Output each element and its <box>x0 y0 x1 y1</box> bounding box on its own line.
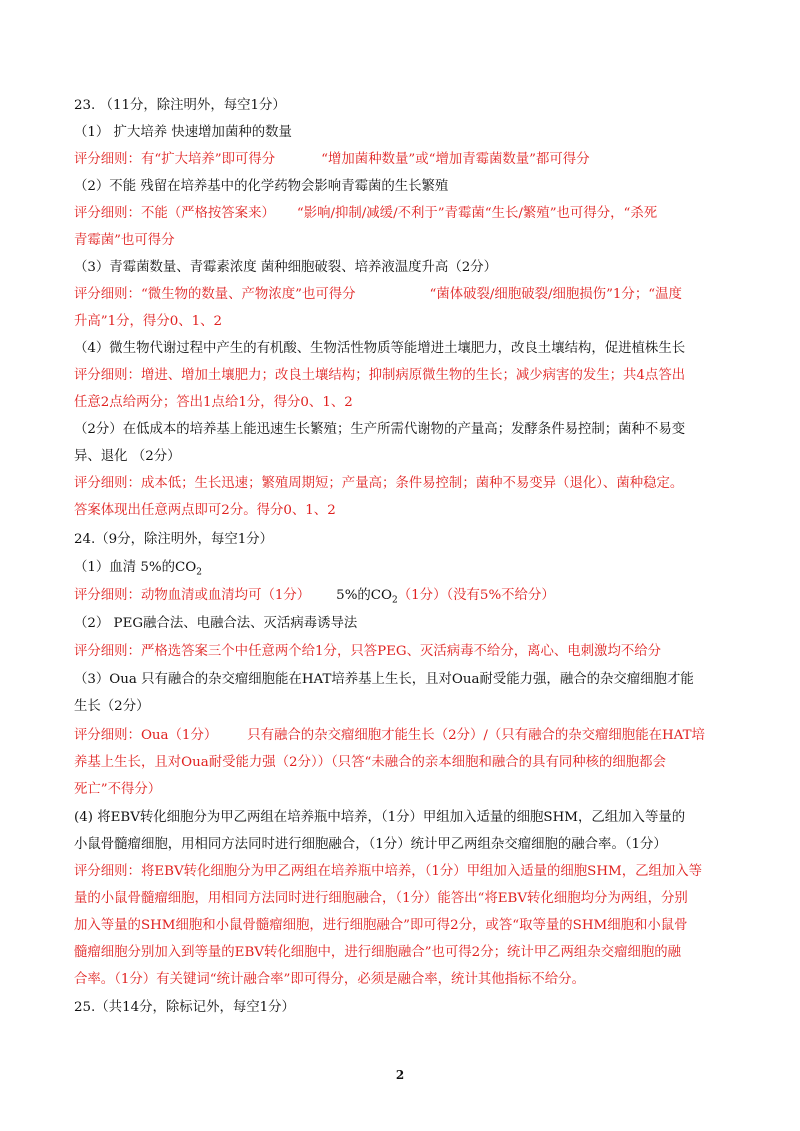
rubric-text: 评分细则：Oua（1分） <box>74 728 218 743</box>
rubric-text: 评分细则：不能（严格按答案来） <box>74 206 275 221</box>
q23-header: 23. （11分，除注明外，每空1分） <box>74 98 286 113</box>
q24-p4-answer-cont: 小鼠骨髓瘤细胞，用相同方法同时进行细胞融合，（1分）统计甲乙两组杂交瘤细胞的融合率。（1分） <box>74 837 667 852</box>
q23-p4-rubric-cont: 任意2点给两分；答出1点给1分，得分0、1、2 <box>74 395 353 410</box>
q24-p1-answer <box>74 558 734 583</box>
q24-p2-answer: （2） PEG融合法、电融合法、灭活病毒诱导法 <box>74 616 358 631</box>
q24-header: 24.（9分，除注明外，每空1分） <box>74 532 274 547</box>
q24-p3-rubric-cont: 死亡”不得分） <box>74 782 162 797</box>
page-number: 2 <box>395 1068 405 1082</box>
q23-p3-answer: （3）青霉菌数量、青霉素浓度 菌种细胞破裂、培养液温度升高（2分） <box>74 260 498 275</box>
q24-p4-answer: (4) 将EBV转化细胞分为甲乙两组在培养瓶中培养，（1分）甲组加入适量的细胞SHM，乙组加入等量的 <box>74 810 686 825</box>
q23-p5-answer-cont: 异、退化 （2分） <box>74 449 181 464</box>
q23-p3-rubric <box>74 285 734 305</box>
q24-p3-answer: （3）Oua 只有融合的杂交瘤细胞能在HAT培养基上生长，且对Oua耐受能力强，融合的杂交瘤细胞才能 <box>74 672 694 687</box>
rubric-text: 评分细则：有“扩大培养”即可得分 <box>74 152 276 167</box>
q23-p2-rubric-cont: 青霉菌”也可得分 <box>74 233 175 248</box>
rubric-text: （1分）（没有5%不给分） <box>397 588 555 603</box>
q23-p5-rubric-cont: 答案体现出任意两点即可2分。得分0、1、2 <box>74 503 336 518</box>
rubric-text: “影响/抑制/减缓/不利于”青霉菌“生长/繁殖”也可得分，“杀死 <box>296 206 658 221</box>
q23-p2-answer: （2）不能 残留在培养基中的化学药物会影响青霉菌的生长繁殖 <box>74 179 449 194</box>
q24-p4-rubric-cont: 合率。（1分）有关键词“统计融合率”即可得分，必须是融合率，统计其他指标不给分。 <box>74 972 585 987</box>
rubric-text: 评分细则：“微生物的数量、产物浓度”也可得分 <box>74 287 356 302</box>
q23-p4-answer: （4）微生物代谢过程中产生的有机酸、生物活性物质等能增进土壤肥力，改良土壤结构，促进植株生长 <box>74 341 686 356</box>
q23-p3-rubric-cont: 升高”1分，得分0、1、2 <box>74 314 223 329</box>
q24-p2-rubric: 评分细则：严格选答案三个中任意两个给1分，只答PEG、灭活病毒不给分，离心、电刺激均不给分 <box>74 644 662 659</box>
q24-p4-rubric-cont: 量的小鼠骨髓瘤细胞，用相同方法同时进行细胞融合，（1分）能答出“将EBV转化细胞均分为两组，分别 <box>74 891 688 906</box>
q23-p5-answer: （2分）在低成本的培养基上能迅速生长繁殖；生产所需代谢物的产量高；发酵条件易控制；菌种不易变 <box>74 422 686 437</box>
subscript: 2 <box>392 595 398 606</box>
q24-p3-answer-cont: 生长（2分） <box>74 699 150 714</box>
q23-p5-rubric: 评分细则：成本低；生长迅速；繁殖周期短；产量高；条件易控制；菌种不易变异（退化）、菌种稳定。 <box>74 476 684 491</box>
q24-p4-rubric: 评分细则：将EBV转化细胞分为甲乙两组在培养瓶中培养，（1分）甲组加入适量的细胞SHM，乙组加入等 <box>74 864 703 879</box>
q23-p2-rubric <box>74 204 734 224</box>
q24-p3-rubric-cont: 养基上生长，且对Oua耐受能力强（2分））（只答“未融合的亲本细胞和融合的具有同种核的细胞都会 <box>74 755 666 770</box>
q24-p1-rubric <box>74 586 734 611</box>
q23-p4-rubric: 评分细则：增进、增加土壤肥力；改良土壤结构；抑制病原微生物的生长；减少病害的发生；共4点答出 <box>74 368 686 383</box>
q24-p4-rubric-cont: 髓瘤细胞分别加入到等量的EBV转化细胞中，进行细胞融合”也可得2分；统计甲乙两组杂交瘤细胞的融 <box>74 945 682 960</box>
rubric-text: “菌体破裂/细胞破裂/细胞损伤”1分；“温度 <box>429 287 682 302</box>
rubric-text: 只有融合的杂交瘤细胞才能生长（2分）/（只有融合的杂交瘤细胞能在HAT培 <box>247 728 705 743</box>
q23-p1-rubric <box>74 150 734 170</box>
subscript: 2 <box>196 567 202 578</box>
answer-text: （1）血清 5%的CO <box>74 560 197 575</box>
rubric-text: 评分细则：动物血清或血清均可（1分） <box>74 588 311 603</box>
q25-header: 25.（共14分，除标记外，每空1分） <box>74 1000 295 1015</box>
q23-p1-answer: （1） 扩大培养 快速增加菌种的数量 <box>74 125 292 140</box>
rubric-text: 5%的CO <box>336 588 393 603</box>
q24-p4-rubric-cont: 加入等量的SHM细胞和小鼠骨髓瘤细胞，进行细胞融合”即可得2分，或答“取等量的SHM细胞和小鼠骨 <box>74 918 688 933</box>
rubric-text: “增加菌种数量”或“增加青霉菌数量”都可得分 <box>321 152 590 167</box>
q24-p3-rubric <box>74 726 734 746</box>
